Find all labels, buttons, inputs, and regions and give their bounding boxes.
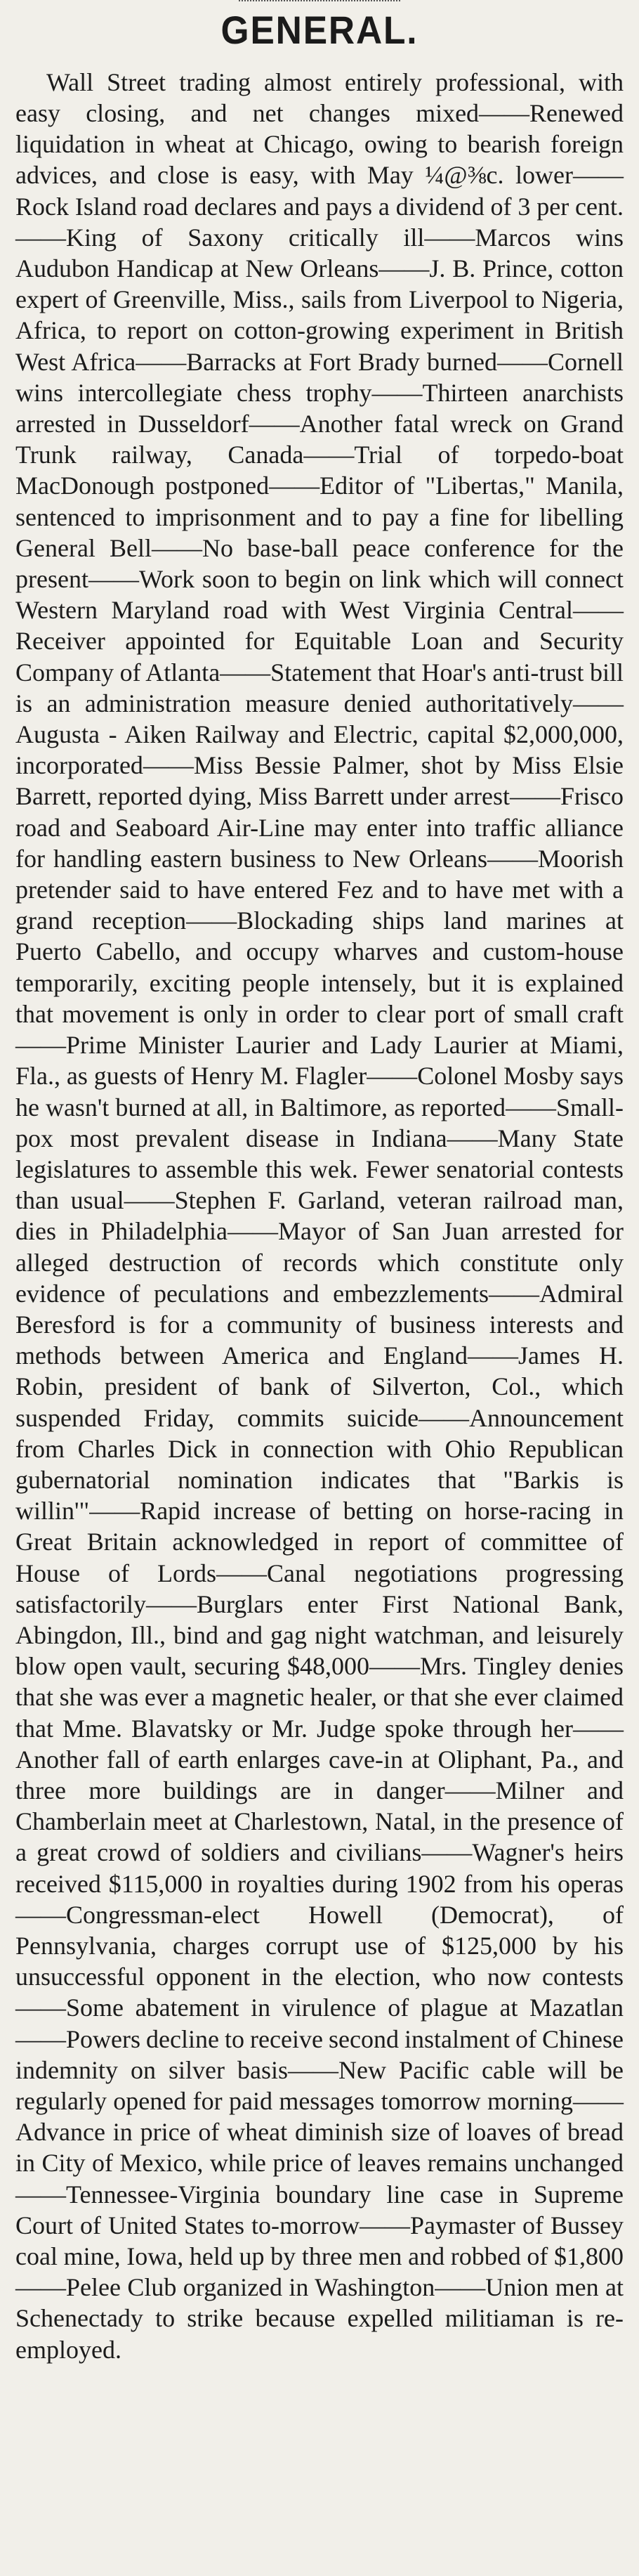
- headline: GENERAL.: [220, 8, 419, 52]
- top-rule: [239, 0, 400, 6]
- article-body: Wall Street trading almost entirely professional, with easy closing, and net changes mixed——Renewed liquidation in wheat at Chicago, owing to bearish foreign advices, and close is easy, with May ¼@⅜c. lower——Rock Island road declares and pays a dividend of 3 per cent.——King of Saxony critically ill——Marcos wins Audubon Handicap at New Orleans——J. B. Prince, cotton expert of Greenville, Miss., sails from Liverpool to Nigeria, Africa, to report on cotton-growing experiment in British West Africa——Barracks at Fort Brady burned——Cornell wins intercollegiate chess trophy——Thirteen anarchists arrested in Dusseldorf——Another fatal wreck on Grand Trunk railway, Canada——Trial of torpedo-boat MacDonough postponed——Editor of "Libertas," Manila, sentenced to imprisonment and to pay a fine for libelling General Bell——No base-ball peace conference for the present——Work soon to begin on link which will connect Western Maryland road with West Virginia Central——Receiver appointed for Equitable Loan and Security Company of Atlanta——Statement that Hoar's anti-trust bill is an administration measure denied authoritatively——Augusta - Aiken Railway and Electric, capital $2,000,000, incorporated——Miss Bessie Palmer, shot by Miss Elsie Barrett, reported dying, Miss Barrett under arrest——Frisco road and Seaboard Air-Line may enter into traffic alliance for handling eastern business to New Orleans——Moorish pretender said to have entered Fez and to have met with a grand reception——Blockading ships land marines at Puerto Cabello, and occupy wharves and custom-house temporarily, exciting people intensely, but it is explained that movement is only in order to clear port of small craft——Prime Minister Laurier and Lady Laurier at Miami, Fla., as guests of Henry M. Flagler——Colonel Mosby says he wasn't burned at all, in Baltimore, as reported——Small-pox most prevalent disease in Indiana——Many State legislatures to assemble this wek. Fewer senatorial contests than usual——Stephen F. Garland, veteran railroad man, dies in Philadelphia——Mayor of San Juan arrested for alleged destruction of records which constitute only evidence of peculations and embezzlements——Admiral Beresford is for a community of business interests and methods between America and England——James H. Robin, president of bank of Silverton, Col., which suspended Friday, commits suicide——Announcement from Charles Dick in connection with Ohio Republican gubernatorial nomination indicates that "Barkis is willin'"——Rapid increase of betting on horse-racing in Great Britain acknowledged in report of committee of House of Lords——Canal negotiations progressing satisfactorily——Burglars enter First National Bank, Abingdon, Ill., bind and gag night watchman, and leisurely blow open vault, securing $48,000——Mrs. Tingley denies that she was ever a magnetic healer, or that she ever claimed that Mme. Blavatsky or Mr. Judge spoke through her——Another fall of earth enlarges cave-in at Oliphant, Pa., and three more buildings are in danger——Milner and Chamberlain meet at Charlestown, Natal, in the presence of a great crowd of soldiers and civilians——Wagner's heirs received $115,000 in royalties during 1902 from his operas——Congressman-elect Howell (Democrat), of Pennsylvania, charges corrupt use of $125,000 by his unsuccessful opponent in the election, who now contests——Some abatement in virulence of plague at Mazatlan——Powers decline to receive second instalment of Chinese indemnity on silver basis——New Pacific cable will be regularly opened for paid messages tomorrow morning——Advance in price of wheat diminish size of loaves of bread in City of Mexico, while price of leaves remains unchanged——Tennessee-Virginia boundary line case in Supreme Court of United States to-morrow——Paymaster of Bussey coal mine, Iowa, held up by three men and robbed of $1,800——Pelee Club organized in Washington——Union men at Schenectady to strike because expelled militiaman is re-employed.: [15, 67, 624, 2364]
